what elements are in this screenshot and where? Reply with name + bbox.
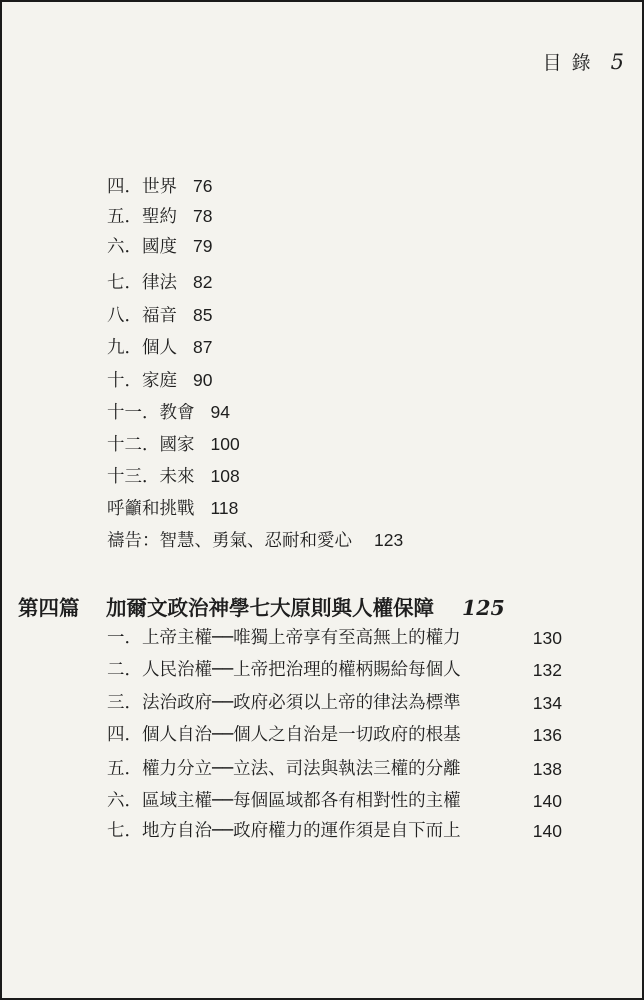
toc-entry	[107, 402, 230, 423]
toc-entry	[107, 236, 212, 257]
principle-label: 七．地方自治──政府權力的運作須是自下而上	[107, 821, 461, 841]
toc-entry-page: 123	[374, 530, 404, 550]
toc-entry-label: 九．個人	[107, 338, 177, 358]
part-heading	[18, 596, 505, 620]
toc-entry-page: 100	[210, 434, 240, 454]
toc-entry-page: 94	[210, 402, 230, 422]
principle-entry	[107, 628, 562, 648]
toc-entry-label: 禱告：智慧、勇氣、忍耐和愛心	[107, 531, 352, 551]
toc-entry-page: 79	[193, 236, 213, 256]
toc-entry-page: 90	[193, 370, 213, 390]
toc-entry-label: 十三．未來	[107, 467, 195, 487]
principle-label: 二．人民治權──上帝把治理的權柄賜給每個人	[107, 660, 461, 680]
principle-label: 三．法治政府──政府必須以上帝的律法為標準	[107, 693, 461, 713]
part-label: 第四篇	[18, 596, 80, 620]
part-page: 125	[462, 596, 505, 620]
toc-entry-label: 六．國度	[107, 237, 177, 257]
toc-entry	[107, 337, 212, 358]
principle-page: 140	[532, 791, 562, 811]
running-header	[543, 48, 624, 75]
principle-entry	[107, 791, 562, 811]
toc-entry	[107, 530, 403, 551]
principle-page: 130	[532, 628, 562, 648]
toc-entry	[107, 176, 212, 197]
principle-entry	[107, 693, 562, 713]
toc-entry-page: 85	[193, 305, 213, 325]
principle-entry	[107, 725, 562, 745]
toc-entry-page: 82	[193, 272, 213, 292]
toc-entry-page: 108	[210, 466, 240, 486]
toc-entry	[107, 498, 238, 519]
toc-entry	[107, 206, 212, 227]
toc-entry	[107, 466, 240, 487]
toc-entry-page: 87	[193, 337, 213, 357]
toc-entry	[107, 370, 212, 391]
principle-label: 一．上帝主權──唯獨上帝享有至高無上的權力	[107, 628, 461, 648]
toc-entry-page: 76	[193, 176, 213, 196]
principle-page: 138	[532, 759, 562, 779]
principle-entry	[107, 759, 562, 779]
principle-page: 132	[532, 660, 562, 680]
part-title: 加爾文政治神學七大原則與人權保障	[106, 596, 434, 620]
toc-entry-page: 78	[193, 206, 213, 226]
principle-label: 五．權力分立──立法、司法與執法三權的分離	[107, 759, 461, 779]
toc-entry-label: 十一．教會	[107, 403, 195, 423]
header-page-number: 5	[610, 50, 624, 74]
principle-label: 四．個人自治──個人之自治是一切政府的根基	[107, 725, 461, 745]
principle-label: 六．區域主權──每個區域都各有相對性的主權	[107, 791, 461, 811]
principle-page: 134	[532, 693, 562, 713]
toc-entry	[107, 272, 212, 293]
toc-entry-label: 十二．國家	[107, 435, 195, 455]
principle-entry	[107, 821, 562, 841]
toc-entry-label: 八．福音	[107, 306, 177, 326]
principle-entry	[107, 660, 562, 680]
toc-entry-page: 118	[210, 498, 239, 518]
header-title: 目 錄	[542, 52, 593, 74]
toc-entry	[107, 305, 212, 326]
toc-entry-label: 十．家庭	[107, 371, 177, 391]
toc-entry-label: 五．聖約	[107, 207, 177, 227]
toc-entry-label: 四．世界	[107, 177, 177, 197]
toc-entry-label: 七．律法	[107, 273, 177, 293]
toc-entry-label: 呼籲和挑戰	[107, 499, 195, 519]
toc-entry	[107, 434, 240, 455]
principle-page: 140	[532, 821, 562, 841]
principle-page: 136	[532, 725, 562, 745]
